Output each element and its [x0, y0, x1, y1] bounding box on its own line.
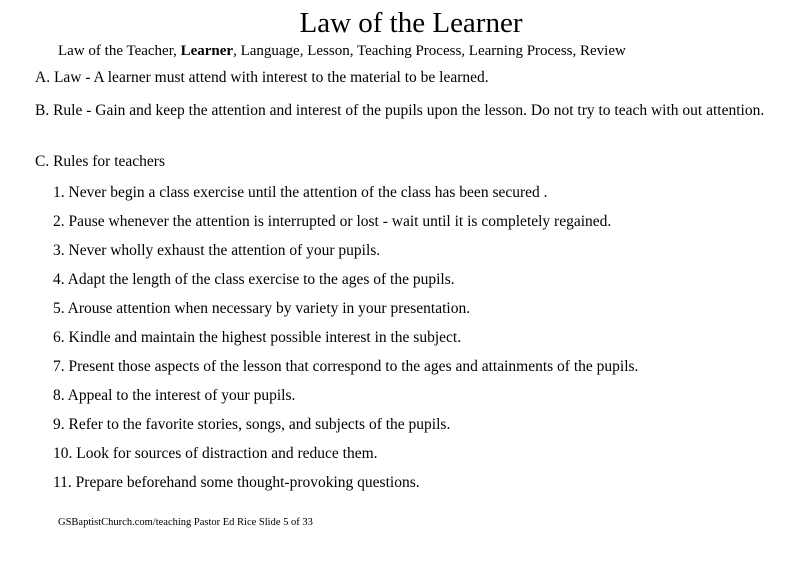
rule-item: 5. Arouse attention when necessary by variety in your presentation.	[53, 300, 471, 317]
rule-item: 7. Present those aspects of the lesson that correspond to the ages and attainments of the pupils.	[53, 358, 639, 375]
section-c-heading: C. Rules for teachers	[35, 153, 165, 170]
nav-item-learning-process: Learning Process	[468, 43, 573, 59]
section-b-rule: B. Rule - Gain and keep the attention and interest of the pupils upon the lesson. Do not try to teach with out attention.	[35, 102, 765, 119]
nav-item-teaching-process: Teaching Process	[356, 43, 462, 59]
nav-item-lesson: Lesson	[307, 43, 350, 59]
nav-item-language: Language	[240, 43, 300, 59]
rule-item: 3. Never wholly exhaust the attention of your pupils.	[53, 242, 381, 259]
rule-item: 6. Kindle and maintain the highest possible interest in the subject.	[53, 329, 462, 346]
nav-separator: ,	[233, 43, 241, 59]
nav-separator: ,	[461, 43, 469, 59]
nav-separator: ,	[349, 43, 357, 59]
nav-item-learner-current: Learner	[180, 43, 234, 59]
rule-item: 10. Look for sources of distraction and reduce them.	[53, 445, 378, 462]
rule-item: 9. Refer to the favorite stories, songs, and subjects of the pupils.	[53, 416, 451, 433]
slide-title: Law of the Learner	[299, 7, 523, 39]
nav-item-review: Review	[580, 43, 626, 59]
rule-item: 8. Appeal to the interest of your pupils.	[53, 387, 296, 404]
rules-list	[53, 183, 638, 502]
rule-item: 4. Adapt the length of the class exercise to the ages of the pupils.	[53, 271, 455, 288]
nav-separator: ,	[572, 43, 581, 59]
rule-item: 1. Never begin a class exercise until the attention of the class has been secured .	[53, 184, 548, 201]
rule-item: 11. Prepare beforehand some thought-provoking questions.	[53, 474, 420, 491]
nav-separator: ,	[173, 43, 181, 59]
nav-item-law-of-the-teacher: Law of the Teacher	[58, 43, 174, 59]
section-a-law: A. Law - A learner must attend with interest to the material to be learned.	[35, 69, 489, 86]
nav-separator: ,	[299, 43, 308, 59]
rule-item: 2. Pause whenever the attention is interrupted or lost - wait until it is completely regained.	[53, 213, 612, 230]
topic-navigation	[58, 42, 626, 60]
slide-footer: GSBaptistChurch.com/teaching Pastor Ed Rice Slide 5 of 33	[58, 517, 313, 528]
